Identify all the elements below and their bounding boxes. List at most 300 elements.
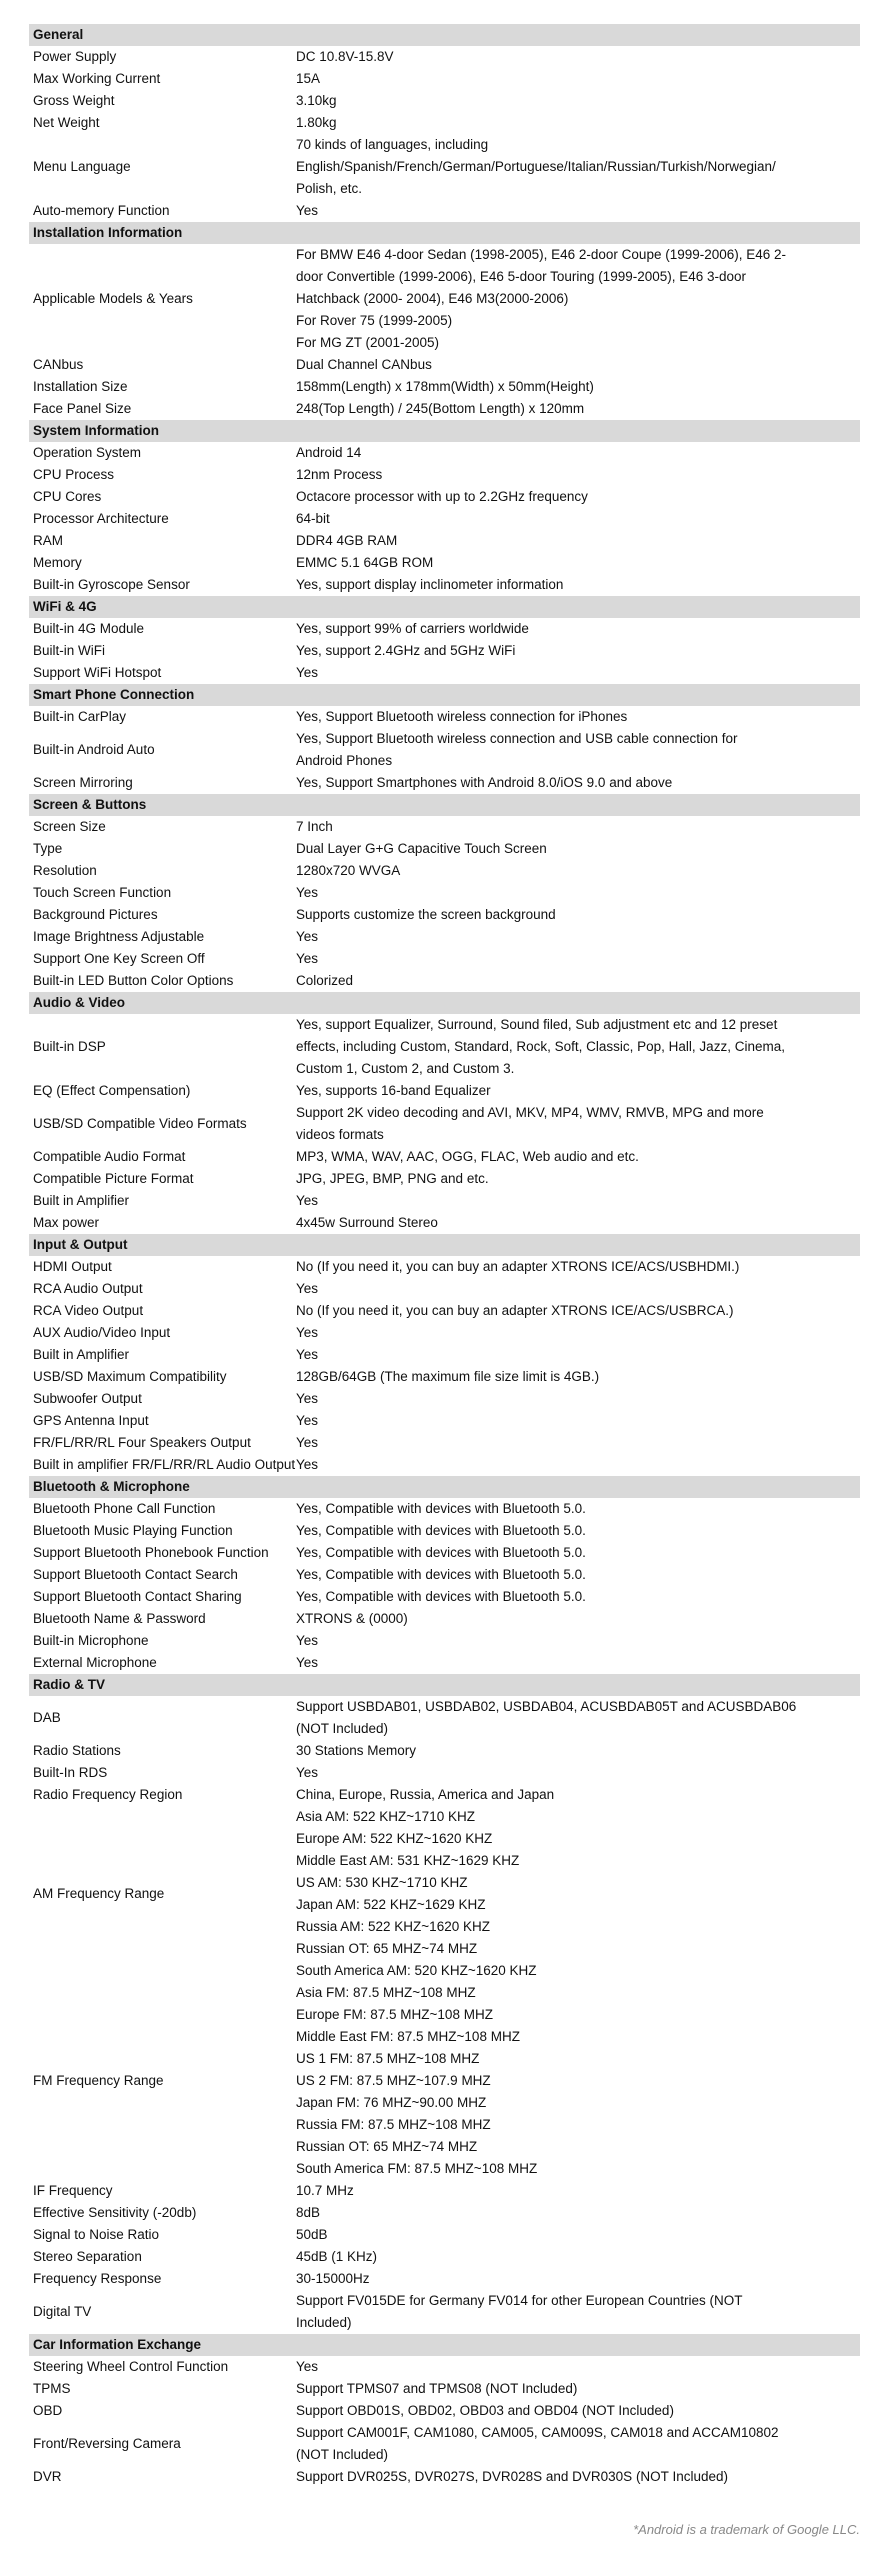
section-header: WiFi & 4G [29, 596, 860, 618]
spec-value [296, 2224, 860, 2246]
spec-label: Processor Architecture [33, 511, 169, 526]
spec-row [29, 68, 860, 90]
spec-row [29, 574, 860, 596]
spec-row [29, 486, 860, 508]
spec-label: Image Brightness Adjustable [33, 929, 205, 944]
spec-value [296, 354, 860, 376]
spec-label: HDMI Output [33, 1259, 112, 1274]
spec-row [29, 728, 860, 772]
spec-value-line: 45dB (1 KHz) [296, 2249, 378, 2264]
spec-value [296, 1278, 860, 1300]
spec-value-line: Support CAM001F, CAM1080, CAM005, CAM009S, CAM018 and ACCAM10802 [296, 2425, 779, 2440]
spec-value [296, 1740, 860, 1762]
spec-row [29, 1256, 860, 1278]
spec-value [296, 1366, 860, 1388]
spec-value-line: English/Spanish/French/German/Portuguese/Italian/Russian/Turkish/Norwegian/ [296, 159, 776, 174]
spec-value-line: 7 Inch [296, 819, 333, 834]
spec-label: Max Working Current [33, 71, 161, 86]
spec-value [296, 1322, 860, 1344]
spec-label: Bluetooth Music Playing Function [33, 1523, 233, 1538]
spec-value-line: door Convertible (1999-2006), E46 5-door Touring (1999-2005), E46 3-door [296, 269, 747, 284]
spec-value-line: For BMW E46 4-door Sedan (1998-2005), E46 2-door Coupe (1999-2006), E46 2- [296, 247, 787, 262]
spec-value-line: For Rover 75 (1999-2005) [296, 313, 453, 328]
spec-label: Auto-memory Function [33, 203, 170, 218]
section-header: Bluetooth & Microphone [29, 1476, 860, 1498]
spec-value-line: US 2 FM: 87.5 MHZ~107.9 MHZ [296, 2073, 491, 2088]
spec-row [29, 1784, 860, 1806]
spec-label: CPU Cores [33, 489, 102, 504]
spec-label: IF Frequency [33, 2183, 113, 2198]
spec-value [296, 1432, 860, 1454]
spec-label: Power Supply [33, 49, 117, 64]
spec-value-line: Support 2K video decoding and AVI, MKV, MP4, WMV, RMVB, MPG and more [296, 1105, 764, 1120]
spec-value [296, 2246, 860, 2268]
spec-value-line: Yes [296, 1281, 319, 1296]
spec-value [296, 816, 860, 838]
spec-value-line: Europe FM: 87.5 MHZ~108 MHZ [296, 2007, 493, 2022]
spec-value-line: Yes [296, 1655, 319, 1670]
spec-label: Front/Reversing Camera [33, 2436, 181, 2451]
spec-value [296, 530, 860, 552]
spec-label: CANbus [33, 357, 84, 372]
spec-value [296, 706, 860, 728]
spec-value [296, 134, 860, 200]
spec-value-line: Russian OT: 65 MHZ~74 MHZ [296, 1941, 478, 1956]
spec-label: Built-in Android Auto [33, 742, 155, 757]
spec-label: Built-in Microphone [33, 1633, 149, 1648]
section-header: Car Information Exchange [29, 2334, 860, 2356]
spec-value-line: XTRONS & (0000) [296, 1611, 408, 1626]
spec-value [296, 1102, 860, 1146]
spec-row [29, 1740, 860, 1762]
spec-value-line: Middle East FM: 87.5 MHZ~108 MHZ [296, 2029, 520, 2044]
spec-row [29, 860, 860, 882]
spec-value-line: Android 14 [296, 445, 362, 460]
spec-row [29, 1102, 860, 1146]
spec-value-line: Yes [296, 1765, 319, 1780]
spec-value-line: 1280x720 WVGA [296, 863, 401, 878]
spec-value-line: 30 Stations Memory [296, 1743, 417, 1758]
spec-value-line: US 1 FM: 87.5 MHZ~108 MHZ [296, 2051, 480, 2066]
spec-value-line: South America AM: 520 KHZ~1620 KHZ [296, 1963, 537, 1978]
spec-label: AUX Audio/Video Input [33, 1325, 171, 1340]
spec-row [29, 618, 860, 640]
spec-value-line: 3.10kg [296, 93, 337, 108]
spec-label: Steering Wheel Control Function [33, 2359, 229, 2374]
spec-label: TPMS [33, 2381, 71, 2396]
spec-value [296, 68, 860, 90]
spec-value-line: Colorized [296, 973, 354, 988]
spec-row [29, 1344, 860, 1366]
spec-value-line: 12nm Process [296, 467, 383, 482]
spec-label: Operation System [33, 445, 142, 460]
spec-value [296, 1410, 860, 1432]
spec-label: Built-in 4G Module [33, 621, 145, 636]
spec-row [29, 1080, 860, 1102]
spec-value-line: For MG ZT (2001-2005) [296, 335, 440, 350]
spec-label: Net Weight [33, 115, 100, 130]
spec-value [296, 1212, 860, 1234]
spec-value [296, 244, 860, 354]
spec-value [296, 1762, 860, 1784]
spec-value [296, 574, 860, 596]
spec-value [296, 442, 860, 464]
spec-value [296, 112, 860, 134]
spec-label: Frequency Response [33, 2271, 162, 2286]
spec-row [29, 1652, 860, 1674]
spec-value [296, 1080, 860, 1102]
spec-value-line: Included) [296, 2315, 352, 2330]
spec-value-line: Support FV015DE for Germany FV014 for other European Countries (NOT [296, 2293, 743, 2308]
section-header: Audio & Video [29, 992, 860, 1014]
spec-label: Screen Mirroring [33, 775, 133, 790]
spec-value [296, 1696, 860, 1740]
spec-value-line: Yes [296, 1457, 319, 1472]
spec-label: Effective Sensitivity (-20db) [33, 2205, 197, 2220]
spec-label: EQ (Effect Compensation) [33, 1083, 191, 1098]
spec-value-line: MP3, WMA, WAV, AAC, OGG, FLAC, Web audio and etc. [296, 1149, 639, 1164]
spec-row [29, 1520, 860, 1542]
spec-table [29, 24, 860, 2488]
spec-row [29, 1190, 860, 1212]
spec-value-line: Octacore processor with up to 2.2GHz frequency [296, 489, 588, 504]
spec-label: DAB [33, 1710, 61, 1725]
spec-value-line: Yes, support Equalizer, Surround, Sound filed, Sub adjustment etc and 12 preset [296, 1017, 778, 1032]
spec-label: OBD [33, 2403, 63, 2418]
spec-row [29, 1498, 860, 1520]
spec-value-line: videos formats [296, 1127, 384, 1142]
spec-value [296, 882, 860, 904]
spec-label: Built-In RDS [33, 1765, 108, 1780]
spec-row [29, 640, 860, 662]
spec-row [29, 2378, 860, 2400]
spec-value [296, 1586, 860, 1608]
spec-row [29, 1300, 860, 1322]
spec-value-line: Yes, support display inclinometer information [296, 577, 564, 592]
spec-label: Support WiFi Hotspot [33, 665, 162, 680]
spec-value [296, 838, 860, 860]
spec-value-line: Yes [296, 929, 319, 944]
spec-value-line: Supports customize the screen background [296, 907, 556, 922]
spec-row [29, 442, 860, 464]
spec-value-line: JPG, JPEG, BMP, PNG and etc. [296, 1171, 489, 1186]
spec-value-line: Asia AM: 522 KHZ~1710 KHZ [296, 1809, 475, 1824]
spec-value [296, 1982, 860, 2180]
spec-label: Type [33, 841, 63, 856]
spec-value [296, 2180, 860, 2202]
spec-row [29, 1432, 860, 1454]
spec-value-line: Russia AM: 522 KHZ~1620 KHZ [296, 1919, 490, 1934]
spec-value [296, 2466, 860, 2488]
spec-label: Support One Key Screen Off [33, 951, 205, 966]
spec-value-line: Yes, support 99% of carriers worldwide [296, 621, 529, 636]
spec-value [296, 2202, 860, 2224]
spec-value [296, 486, 860, 508]
spec-row [29, 838, 860, 860]
spec-value-line: DDR4 4GB RAM [296, 533, 398, 548]
spec-label: Menu Language [33, 159, 131, 174]
spec-value-line: Hatchback (2000- 2004), E46 M3(2000-2006) [296, 291, 569, 306]
spec-value [296, 464, 860, 486]
spec-value-line: 64-bit [296, 511, 330, 526]
spec-value-line: Yes, Support Smartphones with Android 8.0/iOS 9.0 and above [296, 775, 673, 790]
spec-row [29, 1762, 860, 1784]
spec-label: Memory [33, 555, 82, 570]
spec-value [296, 2356, 860, 2378]
spec-value-line: Middle East AM: 531 KHZ~1629 KHZ [296, 1853, 520, 1868]
spec-value-line: Support DVR025S, DVR027S, DVR028S and DVR030S (NOT Included) [296, 2469, 728, 2484]
spec-value-line: Russia FM: 87.5 MHZ~108 MHZ [296, 2117, 491, 2132]
spec-value [296, 1190, 860, 1212]
spec-row [29, 948, 860, 970]
spec-value-line: Yes, support 2.4GHz and 5GHz WiFi [296, 643, 516, 658]
spec-row [29, 1586, 860, 1608]
spec-row [29, 2268, 860, 2290]
spec-value-line: Yes, Support Bluetooth wireless connection and USB cable connection for [296, 731, 738, 746]
spec-row [29, 1806, 860, 1982]
spec-value-line: Support TPMS07 and TPMS08 (NOT Included) [296, 2381, 578, 2396]
spec-label: Bluetooth Phone Call Function [33, 1501, 216, 1516]
spec-value [296, 1498, 860, 1520]
spec-value-line: 10.7 MHz [296, 2183, 354, 2198]
spec-label: FR/FL/RR/RL Four Speakers Output [33, 1435, 251, 1450]
spec-value [296, 552, 860, 574]
spec-value [296, 90, 860, 112]
spec-value [296, 948, 860, 970]
spec-value [296, 1256, 860, 1278]
spec-value [296, 2378, 860, 2400]
spec-value-line: Yes, Compatible with devices with Bluetooth 5.0. [296, 1545, 586, 1560]
spec-value-line: Russian OT: 65 MHZ~74 MHZ [296, 2139, 478, 2154]
spec-row [29, 970, 860, 992]
spec-label: Support Bluetooth Contact Search [33, 1567, 238, 1582]
spec-row [29, 1608, 860, 1630]
spec-row [29, 134, 860, 200]
spec-value-line: Yes [296, 1633, 319, 1648]
spec-label: Built in Amplifier [33, 1193, 130, 1208]
spec-value [296, 1454, 860, 1476]
spec-value-line: Europe AM: 522 KHZ~1620 KHZ [296, 1831, 493, 1846]
spec-row [29, 376, 860, 398]
spec-label: Gross Weight [33, 93, 115, 108]
spec-value-line: 30-15000Hz [296, 2271, 370, 2286]
spec-row [29, 2290, 860, 2334]
spec-row [29, 926, 860, 948]
spec-row [29, 2400, 860, 2422]
spec-label: Built-in WiFi [33, 643, 106, 658]
spec-value-line: Android Phones [296, 753, 393, 768]
spec-row [29, 1542, 860, 1564]
spec-label: CPU Process [33, 467, 115, 482]
spec-value [296, 1388, 860, 1410]
spec-row [29, 508, 860, 530]
spec-value-line: Support USBDAB01, USBDAB02, USBDAB04, ACUSBDAB05T and ACUSBDAB06 [296, 1699, 797, 1714]
spec-value-line: South America FM: 87.5 MHZ~108 MHZ [296, 2161, 538, 2176]
spec-row [29, 1366, 860, 1388]
spec-value-line: DC 10.8V-15.8V [296, 49, 394, 64]
spec-value [296, 1146, 860, 1168]
spec-row [29, 2224, 860, 2246]
spec-value-line: (NOT Included) [296, 1721, 389, 1736]
spec-value [296, 728, 860, 772]
spec-value [296, 1630, 860, 1652]
spec-value [296, 1014, 860, 1080]
spec-label: Radio Frequency Region [33, 1787, 183, 1802]
spec-value-line: Yes [296, 2359, 319, 2374]
spec-label: Screen Size [33, 819, 106, 834]
spec-value [296, 1652, 860, 1674]
spec-value-line: Asia FM: 87.5 MHZ~108 MHZ [296, 1985, 476, 2000]
spec-row [29, 1982, 860, 2180]
spec-value-line: 8dB [296, 2205, 321, 2220]
spec-row [29, 1014, 860, 1080]
spec-value-line: Yes, Compatible with devices with Bluetooth 5.0. [296, 1501, 586, 1516]
spec-row [29, 2356, 860, 2378]
spec-label: USB/SD Maximum Compatibility [33, 1369, 227, 1384]
section-header: Radio & TV [29, 1674, 860, 1696]
spec-value [296, 1806, 860, 1982]
spec-value [296, 926, 860, 948]
spec-value-line: Yes [296, 1391, 319, 1406]
spec-row [29, 2180, 860, 2202]
spec-value-line: Japan FM: 76 MHZ~90.00 MHZ [296, 2095, 487, 2110]
spec-row [29, 2422, 860, 2466]
spec-value-line: Yes [296, 1347, 319, 1362]
spec-row [29, 1630, 860, 1652]
spec-label: Signal to Noise Ratio [33, 2227, 160, 2242]
spec-label: Built-in Gyroscope Sensor [33, 577, 190, 592]
spec-row [29, 662, 860, 684]
spec-label: Built in Amplifier [33, 1347, 130, 1362]
spec-value-line: No (If you need it, you can buy an adapter XTRONS ICE/ACS/USBHDMI.) [296, 1259, 740, 1274]
spec-value-line: Custom 1, Custom 2, and Custom 3. [296, 1061, 515, 1076]
spec-value [296, 46, 860, 68]
spec-label: RAM [33, 533, 63, 548]
spec-row [29, 90, 860, 112]
spec-value [296, 618, 860, 640]
spec-row [29, 1410, 860, 1432]
spec-value-line: EMMC 5.1 64GB ROM [296, 555, 434, 570]
spec-value-line: 248(Top Length) / 245(Bottom Length) x 120mm [296, 401, 585, 416]
spec-value-line: Polish, etc. [296, 181, 363, 196]
spec-row [29, 200, 860, 222]
spec-row [29, 398, 860, 420]
spec-label: External Microphone [33, 1655, 157, 1670]
spec-value [296, 970, 860, 992]
spec-value-line: Yes [296, 203, 319, 218]
spec-label: Face Panel Size [33, 401, 132, 416]
section-header: Smart Phone Connection [29, 684, 860, 706]
spec-value [296, 1520, 860, 1542]
spec-label: AM Frequency Range [33, 1886, 165, 1901]
spec-value [296, 860, 860, 882]
section-header: Installation Information [29, 222, 860, 244]
spec-row [29, 1168, 860, 1190]
spec-row [29, 1322, 860, 1344]
spec-row [29, 882, 860, 904]
spec-label: Background Pictures [33, 907, 158, 922]
spec-label: USB/SD Compatible Video Formats [33, 1116, 247, 1131]
spec-label: Installation Size [33, 379, 128, 394]
spec-value-line: Yes, Compatible with devices with Bluetooth 5.0. [296, 1589, 586, 1604]
spec-value [296, 200, 860, 222]
spec-row [29, 112, 860, 134]
spec-value-line: US AM: 530 KHZ~1710 KHZ [296, 1875, 468, 1890]
spec-row [29, 816, 860, 838]
spec-value [296, 398, 860, 420]
spec-label: RCA Audio Output [33, 1281, 143, 1296]
spec-value-line: effects, including Custom, Standard, Rock, Soft, Classic, Pop, Hall, Jazz, Cinema, [296, 1039, 785, 1054]
spec-value-line: Yes, Compatible with devices with Bluetooth 5.0. [296, 1523, 586, 1538]
spec-value-line: Yes [296, 885, 319, 900]
spec-row [29, 1388, 860, 1410]
spec-label: RCA Video Output [33, 1303, 144, 1318]
spec-label: Built-in LED Button Color Options [33, 973, 234, 988]
spec-value [296, 1168, 860, 1190]
spec-row [29, 354, 860, 376]
spec-row [29, 46, 860, 68]
spec-value [296, 1344, 860, 1366]
spec-label: Subwoofer Output [33, 1391, 142, 1406]
spec-value-line: 70 kinds of languages, including [296, 137, 489, 152]
spec-value-line: 158mm(Length) x 178mm(Width) x 50mm(Height) [296, 379, 594, 394]
spec-value [296, 2400, 860, 2422]
spec-value [296, 772, 860, 794]
spec-value-line: Yes [296, 951, 319, 966]
spec-value [296, 662, 860, 684]
spec-label: Bluetooth Name & Password [33, 1611, 206, 1626]
spec-value-line: 50dB [296, 2227, 328, 2242]
spec-row [29, 244, 860, 354]
spec-value-line: 1.80kg [296, 115, 337, 130]
section-header: Screen & Buttons [29, 794, 860, 816]
spec-value [296, 376, 860, 398]
spec-value-line: Yes [296, 1193, 319, 1208]
trademark-note: *Android is a trademark of Google LLC. [633, 2522, 860, 2537]
spec-value-line: Dual Layer G+G Capacitive Touch Screen [296, 841, 547, 856]
spec-label: Max power [33, 1215, 100, 1230]
spec-value-line: Yes [296, 1325, 319, 1340]
spec-value-line: Yes [296, 1435, 319, 1450]
spec-row [29, 772, 860, 794]
spec-value-line: Dual Channel CANbus [296, 357, 432, 372]
spec-label: FM Frequency Range [33, 2073, 164, 2088]
spec-label: Radio Stations [33, 1743, 121, 1758]
spec-label: Applicable Models & Years [33, 291, 193, 306]
spec-row [29, 2246, 860, 2268]
spec-value-line: Yes [296, 665, 319, 680]
spec-row [29, 530, 860, 552]
spec-row [29, 1454, 860, 1476]
section-header: Input & Output [29, 1234, 860, 1256]
spec-value [296, 1564, 860, 1586]
spec-value [296, 904, 860, 926]
spec-value-line: Support OBD01S, OBD02, OBD03 and OBD04 (NOT Included) [296, 2403, 674, 2418]
spec-label: Digital TV [33, 2304, 92, 2319]
spec-row [29, 464, 860, 486]
spec-row [29, 904, 860, 926]
spec-row [29, 1696, 860, 1740]
spec-row [29, 706, 860, 728]
spec-row [29, 1212, 860, 1234]
spec-row [29, 2202, 860, 2224]
spec-row [29, 2466, 860, 2488]
spec-value-line: (NOT Included) [296, 2447, 389, 2462]
spec-label: Support Bluetooth Phonebook Function [33, 1545, 269, 1560]
spec-value-line: 15A [296, 71, 321, 86]
spec-label: Compatible Picture Format [33, 1171, 194, 1186]
spec-label: Built in amplifier FR/FL/RR/RL Audio Output [33, 1457, 296, 1472]
